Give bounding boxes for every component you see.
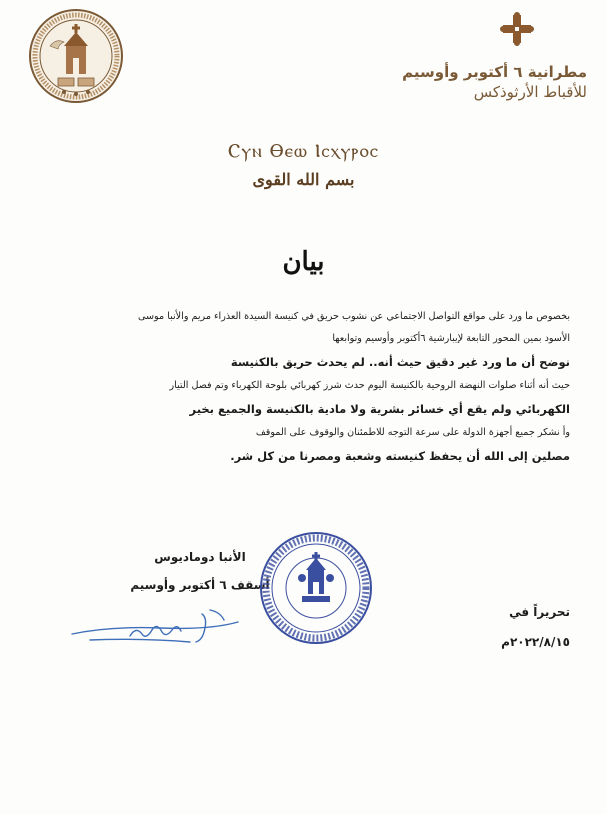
diocese-name [387,62,587,102]
signatory-name: الأنبا دوماديوس [154,550,246,564]
official-stamp [258,530,374,646]
diocese-line-1: مطرانية ٦ أكتوبر وأوسيم [402,63,587,81]
body-line: نوضح أن ما ورد غير دقيق حيث أنه.. لم يحدث حريق بالكنيسة [230,355,570,369]
body-line: الكهربائي ولم يقع أي خسائر بشرية ولا مادية بالكنيسة والجميع بخير [189,402,570,416]
handwritten-signature [70,604,240,650]
document-title: بيان [282,247,325,277]
coptic-invocation: Ⲥⲩⲛ Ⲑⲉⲱ Ⲓⲥⲭⲩⲣⲟⲥ [227,140,380,162]
statement-body [40,306,570,469]
body-line: مصلين إلى الله أن يحفظ كنيسته وشعبة ومصرنا من كل شر. [230,449,570,463]
diocese-line-2: للأقباط الأرثوذكس [473,83,587,101]
body-line: الأسود بمين المحور التابعة لإيبارشية ٦أكتوبر وأوسيم وتوابعها [332,333,570,344]
basmala: بسم الله القوى [252,170,355,189]
date-label: تحريراً في [509,605,570,619]
body-line: حيث أنه أثناء صلوات النهضة الروحية بالكنيسة اليوم حدث شرز كهربائي بلوحة الكهرباء وتم فصل التيار [169,380,570,391]
date-block [460,597,570,657]
body-line: بخصوص ما ورد على مواقع التواصل الاجتماعي عن نشوب حريق في كنيسة السيدة العذراء مريم والأنبا موسى [138,311,570,322]
body-line: وأ نشكر جميع أجهزة الدولة على سرعة التوجه للاطمئنان والوقوف على الموقف [255,427,570,438]
diocese-seal-logo [28,8,124,104]
date-value: ٢٠٢٢/٨/١٥م [501,635,570,649]
signatory-title: أسقف ٦ أكتوبر وأوسيم [130,578,270,592]
signatory-block [130,543,270,599]
coptic-cross-icon [500,12,534,46]
